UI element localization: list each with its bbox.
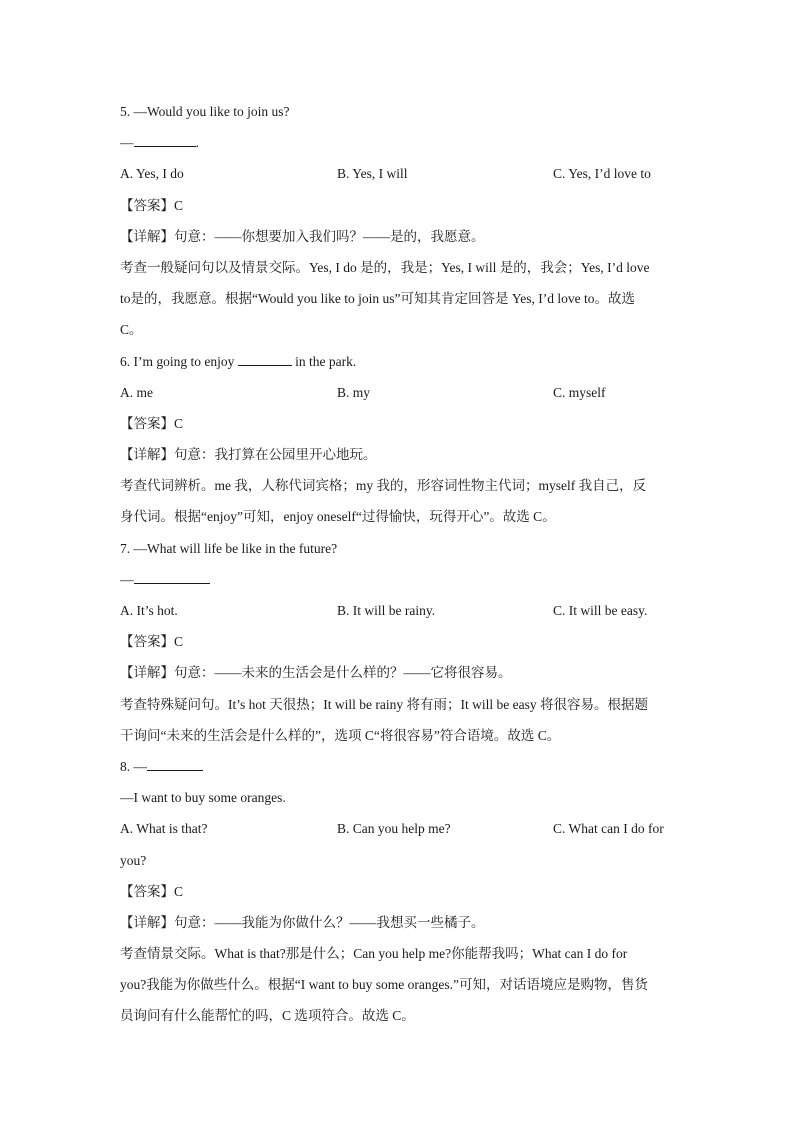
question-8-explain-line: 考查情景交际。What is that?那是什么；Can you help me?你能帮我吗；What can I do for <box>120 946 628 962</box>
question-8-explain-line: you?我能为你做些什么。根据“I want to buy some oranges.”可知，对话语境应是购物，售货 <box>120 977 648 993</box>
answer-blank <box>147 758 203 771</box>
question-6-answer: 【答案】C <box>120 415 184 431</box>
document-page <box>120 96 680 1032</box>
option-a: A. Yes, I do <box>120 166 184 182</box>
question-5-reply: — . <box>120 135 199 151</box>
question-8-reply: —I want to buy some oranges. <box>120 790 286 806</box>
question-7-explain-title: 【详解】句意：——未来的生活会是什么样的？——它将很容易。 <box>120 665 512 681</box>
question-8-explain-line: 员询问有什么能帮忙的吗，C 选项符合。故选 C。 <box>120 1008 415 1024</box>
question-7-explain-line: 考查特殊疑问句。It’s hot 天很热；It will be rainy 将有雨；It will be easy 将很容易。根据题 <box>120 696 648 712</box>
question-7-options <box>120 595 680 626</box>
option-b: B. Can you help me? <box>337 821 451 837</box>
option-c: C. myself <box>553 384 606 400</box>
question-8-stem: 8. — <box>120 751 680 782</box>
answer-blank <box>134 571 210 584</box>
option-b: B. It will be rainy. <box>337 603 436 618</box>
question-7-reply: — <box>120 564 680 595</box>
option-a: A. me <box>120 384 153 400</box>
question-5-explain-line: C。 <box>120 322 143 338</box>
question-5-explain-title: 【详解】句意：——你想要加入我们吗？——是的，我愿意。 <box>120 228 485 244</box>
question-6-explain-line: 考查代词辨析。me 我，人称代词宾格；my 我的，形容词性物主代词；myself 我自己，反 <box>120 478 647 494</box>
question-7-answer: 【答案】C <box>120 634 184 650</box>
option-c: C. Yes, I’d love to <box>553 166 651 182</box>
question-6-explain-title: 【详解】句意：我打算在公园里开心地玩。 <box>120 447 377 463</box>
question-7-explain-line: 干询问“未来的生活会是什么样的”，选项 C“将很容易”符合语境。故选 C。 <box>120 727 561 743</box>
question-5-explain-line: 考查一般疑问句以及情景交际。Yes, I do 是的，我是；Yes, I will 是的，我会；Yes, I’d love <box>120 259 650 275</box>
question-8-options <box>120 813 680 844</box>
question-5-answer: 【答案】C <box>120 197 184 213</box>
question-6-options <box>120 377 680 408</box>
question-6-stem: 6. I’m going to enjoy in the park. <box>120 353 357 369</box>
option-a: A. It’s hot. <box>120 603 178 618</box>
option-b: B. my <box>337 384 371 400</box>
question-8-option-continuation: you? <box>120 852 147 868</box>
answer-blank <box>238 353 292 366</box>
question-5-explain-line: to是的，我愿意。根据“Would you like to join us”可知其肯定回答是 Yes, I’d love to。故选 <box>120 291 636 307</box>
question-7-stem: 7. —What will life be like in the future? <box>120 540 338 556</box>
question-5-stem: 5. —Would you like to join us? <box>120 104 290 119</box>
question-8-answer: 【答案】C <box>120 883 184 899</box>
option-a: A. What is that? <box>120 821 208 837</box>
answer-blank <box>134 134 196 147</box>
option-c: C. It will be easy. <box>553 603 648 618</box>
question-6-explain-line: 身代词。根据“enjoy”可知，enjoy oneself“过得愉快，玩得开心”。故选 C。 <box>120 509 556 525</box>
question-5-options <box>120 158 680 189</box>
option-b: B. Yes, I will <box>337 166 408 182</box>
question-8-explain-title: 【详解】句意：——我能为你做什么？——我想买一些橘子。 <box>120 914 485 930</box>
option-c: C. What can I do for <box>553 821 664 837</box>
